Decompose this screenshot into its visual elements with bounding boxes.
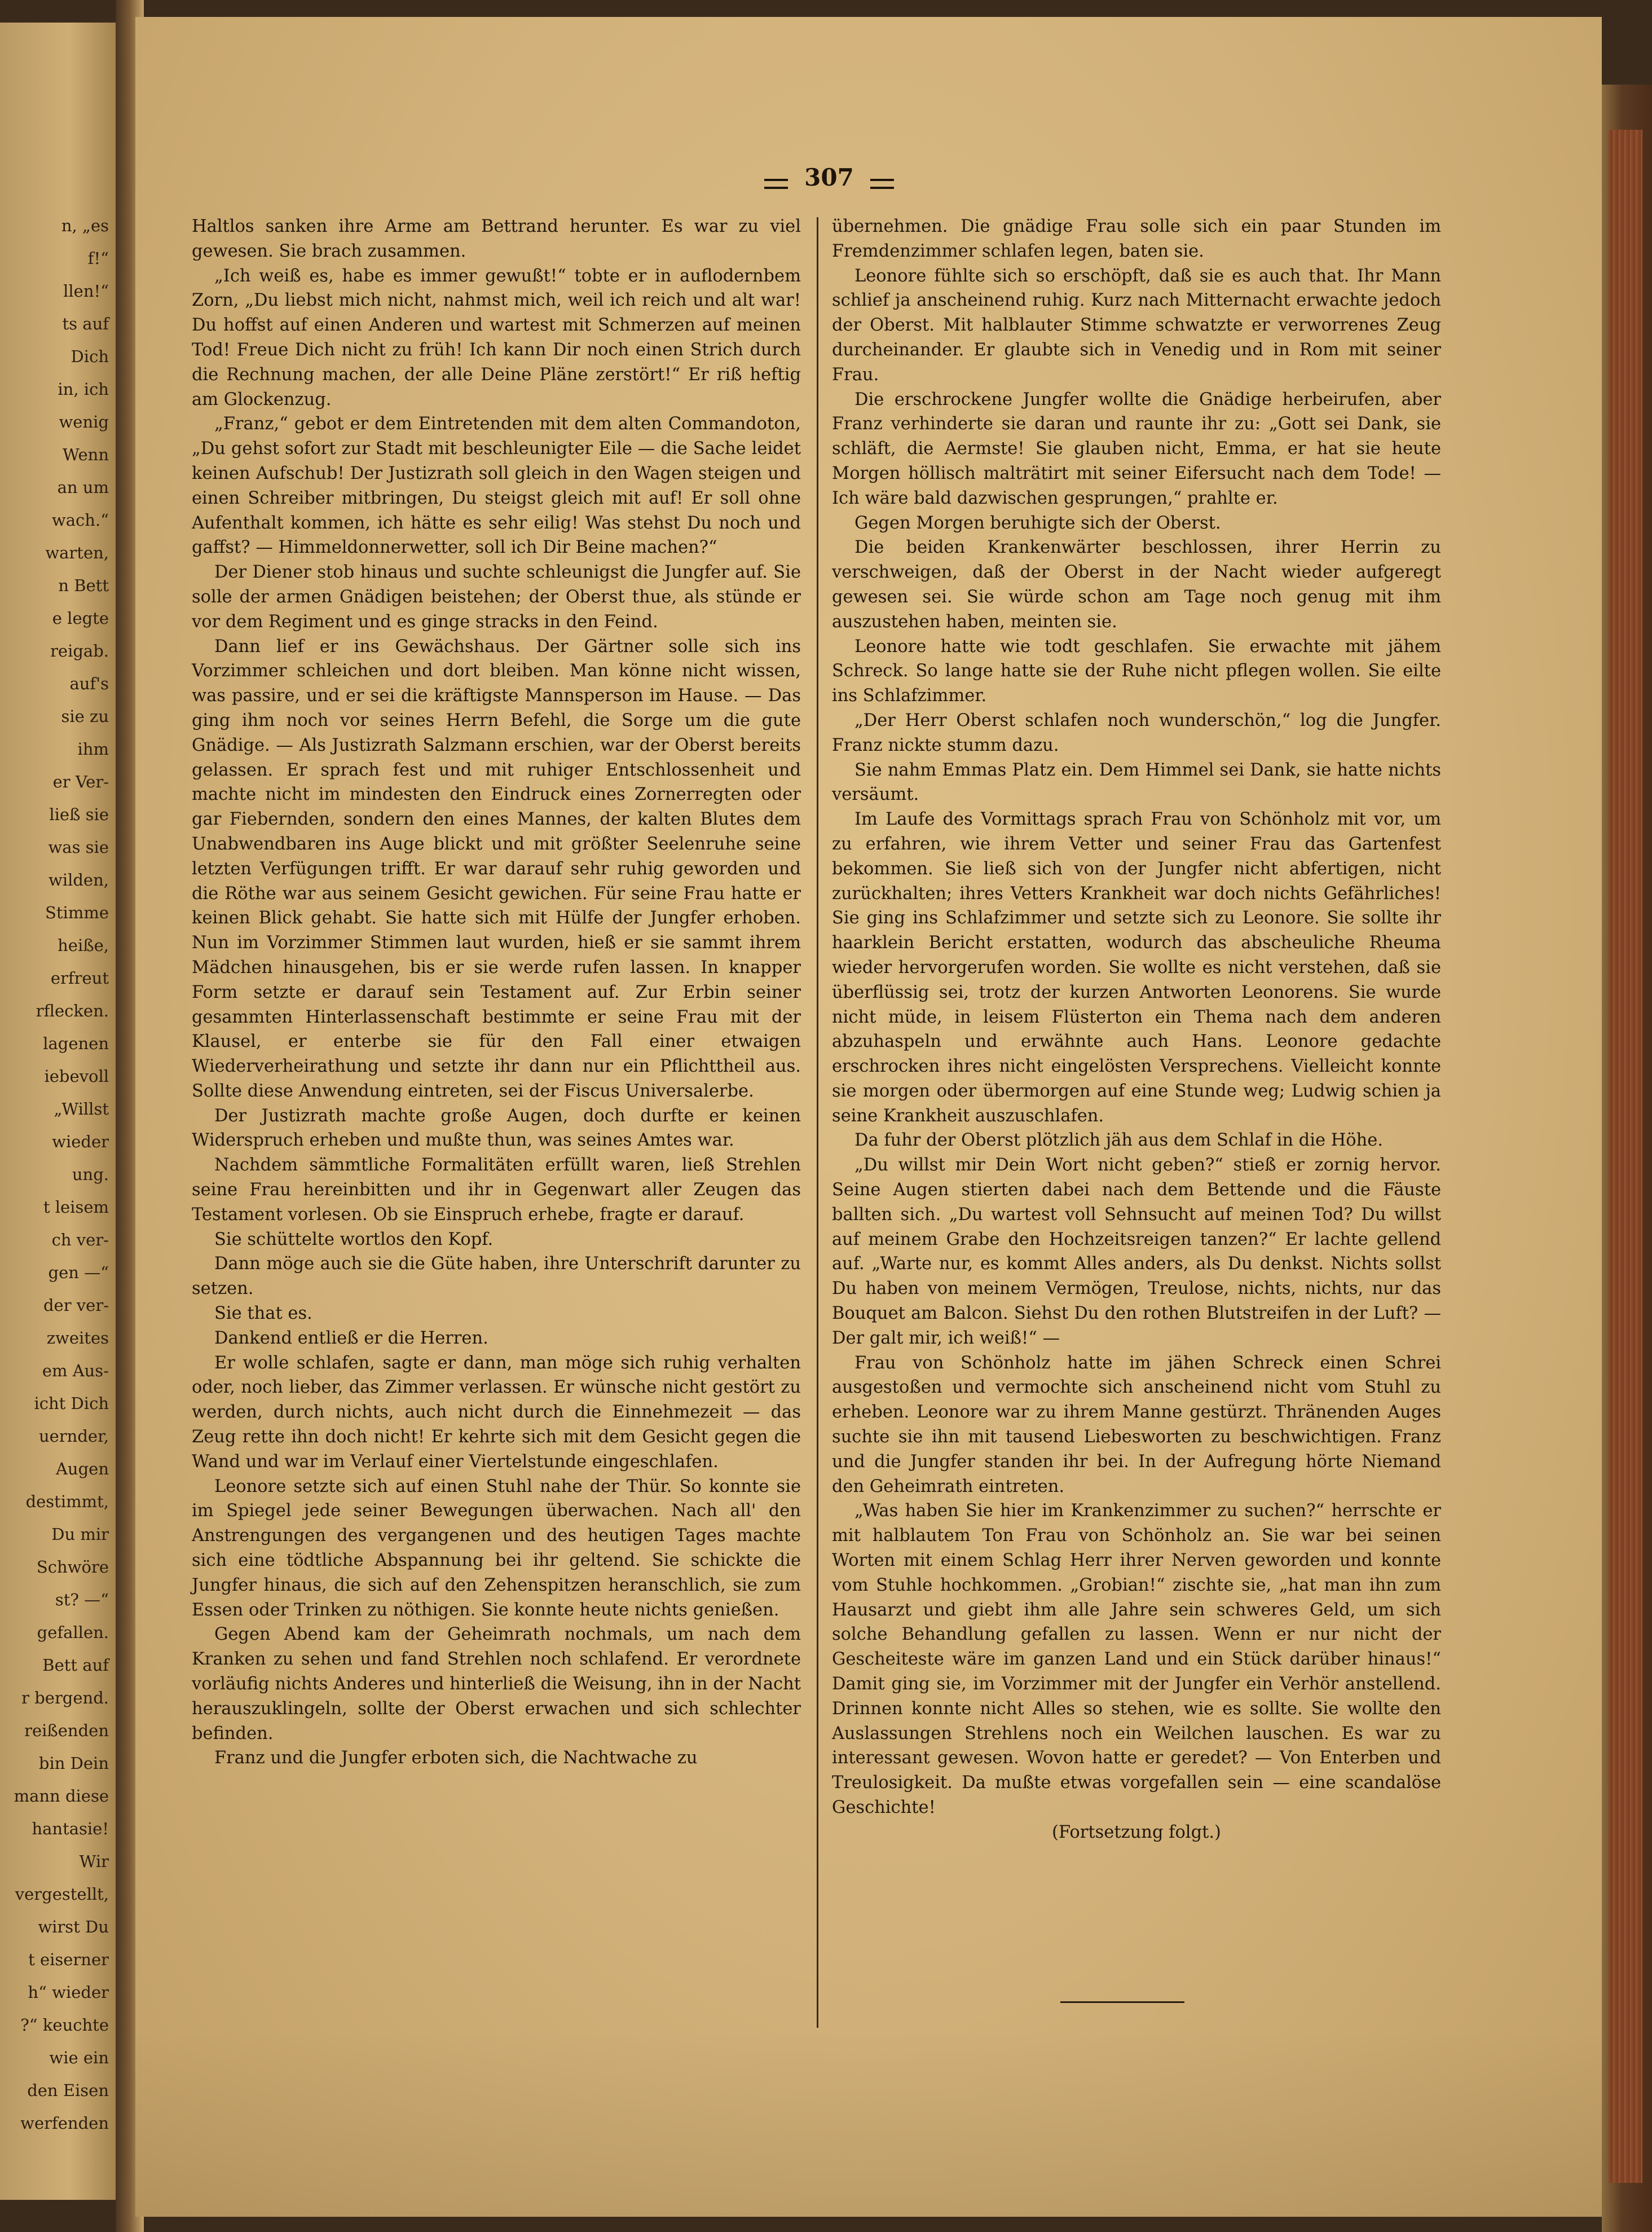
paragraph: „Was haben Sie hier im Krankenzimmer zu suchen?“ herrschte er mit halblautem Ton Frau von Schönholz an. Sie war bei seinen Worten mit einem Schlag Herr ihrer Nerven geworden und konnte vom Stuhle hochkommen. „Grobian!“ zischte sie, „hat man ihn zum Hausarzt und giebt ihm alle Jahre sein schweres Geld, um sich solche Behandlung gefallen zu lassen. Wenn er nur nicht der Gescheiteste wäre im ganzen Land und ein Stück darüber hinaus!“ Damit ging sie, im Vorzimmer mit der Jungfer ein Verhör anstellend. Drinnen konnte nicht Alles so stehen, wie es sollte. Sie wollte den Auslassungen Strehlens noch ein Weilchen lauschen. Es war zu interessant gewesen. Wovon hatte er geredet? — Von Enterben und Treulosigkeit. Da mußte etwas vorgefallen sein — eine scandalöse Geschichte! — [832, 1501, 1441, 1817]
continuation-note: (Fortsetzung folgt.) — [1052, 1822, 1221, 1842]
left-page-fragment: Wenn — [63, 445, 109, 464]
left-page-fragment: bin Dein — [38, 1754, 109, 1773]
left-page-fragment: was sie — [48, 838, 109, 857]
paragraph: Leonore hatte wie todt geschlafen. Sie erwachte mit jähem Schreck. So lange hatte sie der Ruhe nicht pflegen wollen. Sie eilte ins Schlafzimmer. — [832, 636, 1441, 706]
left-page-fragment: an um — [57, 478, 109, 497]
paragraph: Er wolle schlafen, sagte er dann, man möge sich ruhig verhalten oder, noch lieber, das Zimmer verlassen. Er wünsche nicht gestört zu werden, durch nichts, auch nicht durch die Einnehmezeit — das Zeug rette ihn doch nicht! Er kehrte sich mit dem Gesicht gegen die Wand und war im Verlauf einer Viertelstunde eingeschlafen. — [192, 1353, 801, 1472]
left-page-fragment: mann diese — [14, 1786, 109, 1806]
paragraph: „Franz,“ gebot er dem Eintretenden mit dem alten Commandoton, „Du gehst sofort zur Stadt mit beschleunigter Eile — die Sache leidet keinen Aufschub! Der Justizrath soll gleich in den Wagen steigen und einen Schreiber mitbringen, Du steigst gleich mit auf! Er soll ohne Aufenthalt kommen, ich hätte es sehr eilig! Was stehst Du noch und gaffst? — Himmeldonnerwetter, soll ich Dir Beine machen?“ — [192, 414, 801, 558]
paragraph: Da fuhr der Oberst plötzlich jäh aus dem Schlaf in die Höhe. — [854, 1130, 1384, 1151]
left-page-fragment: wilden, — [49, 870, 109, 890]
paragraph: Dann lief er ins Gewächshaus. Der Gärtner solle sich ins Vorzimmer schleichen und dort bleiben. Man könne nicht wissen, was passire, und er sei die kräftigste Mannsperson im Hause. — Das ging ihm noch vor seines Herrn Befehl, die Sorge um die gute Gnädige. — Als Justizrath Salzmann erschien, war der Oberst bereits gelassen. Er sprach fest und mit ruhiger Entschlossenheit und machte nicht im mindesten den Eindruck eines Zornerregten oder gar Fiebernden, sondern den eines Mannes, der kalten Blutes dem Unabwendbaren ins Auge blickt und mit größter Seelenruhe seine letzten Verfügungen trifft. Er war darauf sehr ruhig geworden und die Röthe war aus seinem Gesicht gewichen. Für seine Frau hatte er keinen Blick gehabt. Sie hatte sich mit Hülfe der Jungfer erhoben. Nun im Vorzimmer Stimmen laut wurden, hieß er sie sammt ihrem Mädchen hinausgehen, bis er sie werde rufen lassen. In knapper Form setzte er darauf sein Testament auf. Zur Erbin seiner gesammten Hinterlassenschaft bestimmte er seine Frau mit der Klausel, er enterbe sie für den Fall einer etwaigen Wiederverheirathung und setzte ihr dann nur ein Pflichttheil aus. Sollte diese Anwendung eintreten, sei der Fiscus Universalerbe. — [192, 636, 801, 1101]
left-page-fragment: in, ich — [58, 380, 109, 399]
header-rule-right — [870, 179, 894, 189]
left-page-fragment: gefallen. — [37, 1623, 109, 1642]
page-shadow — [135, 2031, 1602, 2217]
paragraph: Haltlos sanken ihre Arme am Bettrand herunter. Es war zu viel gewesen. Sie brach zusammen. — [192, 217, 801, 261]
left-page-fragment: n Bett — [58, 576, 109, 595]
paragraph: Frau von Schönholz hatte im jähen Schreck einen Schrei ausgestoßen und vermochte sich anscheinend nicht vom Stuhl zu erheben. Leonore war zu ihrem Manne gestürzt. Thränenden Auges suchte sie ihn mit tausend Liebesworten zu beschwichtigen. Franz und die Jungfer standen ihr bei. In der Aufregung hörte Niemand den Geheimrath eintreten. — [832, 1353, 1441, 1496]
left-page-fragment: t leisem — [43, 1198, 109, 1217]
left-page-fragment: warten, — [45, 543, 109, 562]
left-page-fragment: Stimme — [45, 903, 109, 922]
left-page-fragment: rflecken. — [36, 1001, 109, 1020]
left-page-fragment: ch ver- — [51, 1230, 109, 1249]
paragraph: Franz und die Jungfer erboten sich, die Nachtwache zu — [214, 1748, 698, 1768]
left-page-fragment: h“ wieder — [28, 1983, 109, 2002]
left-page-fragment: „Willst — [54, 1099, 109, 1119]
left-page-fragment: Schwöre — [36, 1557, 109, 1577]
left-page-fragment: Dich — [71, 347, 109, 366]
paragraph: Gegen Abend kam der Geheimrath nochmals, um nach dem Kranken zu sehen und fand Strehlen noch schlafend. Er verordnete vorläufig nichts Anderes und hinterließ die Weisung, ihn in der Nacht herauszuklingeln, sollte der Oberst erwachen und sich schlechter befinden. — [192, 1625, 801, 1744]
left-page-fragment: heiße, — [58, 936, 109, 955]
left-page-fragment: iebevoll — [44, 1067, 109, 1086]
left-page-fragment: gen —“ — [48, 1263, 109, 1282]
left-page-fragment: n, „es — [61, 216, 109, 235]
paragraph: Der Diener stob hinaus und suchte schleunigst die Jungfer auf. Sie solle der armen Gnädigen beistehen; der Oberst thue, als stünde er vor dem Regiment und es ginge stracks in den Feind. — [192, 562, 801, 632]
header-rule-left — [764, 179, 788, 189]
paragraph: Der Justizrath machte große Augen, doch durfte er keinen Widerspruch erheben und mußte thun, was seines Amtes war. — [192, 1106, 801, 1151]
left-page-fragment: wieder — [52, 1132, 109, 1151]
left-page-fragment: erfreut — [50, 968, 109, 988]
left-page-fragment: reigab. — [50, 641, 109, 661]
left-page-fragment: f!“ — [87, 249, 109, 268]
paragraph: Sie nahm Emmas Platz ein. Dem Himmel sei Dank, sie hatte nichts versäumt. — [832, 760, 1441, 805]
left-page-fragment: em Aus- — [42, 1361, 109, 1380]
left-page-fragment: reißenden — [24, 1721, 109, 1740]
left-page-fragment: Du mir — [51, 1525, 109, 1544]
left-page-fragment: zweites — [46, 1328, 109, 1348]
left-page-fragment: llen!“ — [63, 281, 109, 301]
left-page-fragment: wie ein — [49, 2048, 109, 2067]
paragraph: Sie schüttelte wortlos den Kopf. — [214, 1229, 494, 1249]
left-page-fragment: ung. — [72, 1165, 109, 1184]
paragraph: „Der Herr Oberst schlafen noch wunderschön,“ log die Jungfer. Franz nickte stumm dazu. — [832, 710, 1441, 755]
left-page-fragment: e legte — [52, 609, 109, 628]
page-block-edge — [1609, 130, 1642, 2183]
paragraph: Leonore setzte sich auf einen Stuhl nahe der Thür. So konnte sie im Spiegel jede seiner Bewegungen überwachen. Nach all' den Anstrengungen des vergangenen und des heutigen Tages machte sich eine tödtliche Abspannung bei ihr geltend. Sie schickte die Jungfer hinaus, die sich auf den Zehenspitzen heranschlich, sie zum Essen oder Trinken zu nöthigen. Sie konnte heute nichts genießen. — [192, 1476, 801, 1620]
left-page-fragment: er Ver- — [52, 772, 109, 791]
column-divider — [817, 217, 818, 2028]
paragraph: „Ich weiß es, habe es immer gewußt!“ tobte er in auflodernbem Zorn, „Du liebst mich nicht, nahmst mich, weil ich reich und alt war! Du hoffst auf einen Anderen und wartest mit Schmerzen auf meinen Tod! Freue Dich nicht zu früh! Ich kann Dir noch einen Strich durch die Rechnung machen, der alle Deine Pläne zerstört!“ Er riß heftig am Glockenzug. — [192, 266, 801, 410]
left-page-fragment: lagenen — [43, 1034, 109, 1053]
left-page-fragment: wirst Du — [38, 1917, 109, 1936]
left-page-fragment: ts auf — [62, 314, 109, 333]
paragraph: Dankend entließ er die Herren. — [214, 1328, 488, 1348]
paragraph: übernehmen. Die gnädige Frau solle sich ein paar Stunden im Fremdenzimmer schlafen legen, baten sie. — [832, 217, 1441, 261]
left-page-fragment: den Eisen — [27, 2081, 109, 2100]
left-page-fragment: auf's — [69, 674, 109, 693]
left-page-fragment: ihm — [77, 739, 109, 759]
left-page-fragment: hantasie! — [32, 1819, 109, 1838]
paragraph: Leonore fühlte sich so erschöpft, daß sie es auch that. Ihr Mann schlief ja anscheinend ruhig. Kurz nach Mitternacht erwachte jedoch der Oberst. Mit halblauter Stimme schwatzte er verworrenes Zeug durcheinander. Er glaubte sich in Venedig und in Rom mit seiner Frau. — [832, 266, 1441, 385]
left-page-fragment: r bergend. — [21, 1688, 109, 1707]
left-page-fragment: uernder, — [38, 1427, 109, 1446]
left-page-fragment: Augen — [55, 1459, 109, 1478]
left-page-fragment: Bett auf — [42, 1656, 109, 1675]
end-rule — [1060, 2001, 1184, 2003]
left-page-fragment: ?“ keuchte — [20, 2015, 109, 2035]
left-page-fragment: werfenden — [20, 2114, 109, 2133]
paragraph: Sie that es. — [214, 1304, 312, 1324]
left-page-edge — [0, 23, 116, 2200]
left-page-fragment: icht Dich — [34, 1394, 109, 1413]
left-page-fragment: vergestellt, — [15, 1885, 109, 1904]
left-page-fragment: wenig — [59, 412, 109, 432]
paragraph: Die beiden Krankenwärter beschlossen, ihrer Herrin zu verschweigen, daß der Oberst in der Nacht wieder aufgeregt gewesen sei. Sie würde schon am Tage noch genug mit ihm auszustehen haben, meinten sie. — [832, 538, 1441, 632]
left-page-fragment: destimmt, — [25, 1492, 109, 1511]
page-number: 307 — [804, 164, 854, 191]
text-column-right — [832, 214, 1441, 1845]
paragraph: Dann möge auch sie die Güte haben, ihre Unterschrift darunter zu setzen. — [192, 1254, 801, 1299]
text-column-left — [192, 214, 801, 1771]
paragraph: „Du willst mir Dein Wort nicht geben?“ stieß er zornig hervor. Seine Augen stierten dabei nach dem Bettende und die Fäuste ballten sich. „Du wartest voll Sehnsucht auf meinen Tod? Du willst auf meinem Grabe den Hochzeitsreigen tanzen?“ Er lachte gellend auf. „Warte nur, es kommt Alles anders, als Du denkst. Nichts sollst Du haben von meinem Vermögen, Treulose, nichts, nichts, nur das Bouquet am Balcon. Siehst Du den rothen Blutstreifen in der Luft? — Der galt mir, ich weiß!“ — — [832, 1155, 1441, 1348]
left-page-fragment: wach.“ — [51, 510, 109, 530]
left-page-fragment: Wir — [79, 1852, 109, 1871]
paragraph: Im Laufe des Vormittags sprach Frau von Schönholz mit vor, um zu erfahren, wie ihrem Vetter und seiner Frau das Gartenfest bekommen. Sie ließ sich von der Jungfer nicht abfertigen, nicht zurückhalten; ihres Vetters Krankheit war doch nichts Gefährliches! Sie ging ins Schlafzimmer und setzte sich zu Leonore. Sie sollte ihr haarklein Bericht erstatten, wodurch das abscheuliche Rheuma wieder hervorgerufen worden. Sie wollte es nicht verstehen, daß sie überflüssig sei, trotz der kurzen Antworten Leonorens. Sie wurde nicht müde, in leisem Flüsterton ein Thema nach dem anderen abzuhaspeln und erwähnte auch Hans. Leonore gedachte erschrocken ihres nicht eingelösten Versprechens. Vielleicht konnte sie morgen oder übermorgen auf eine Stunde weg; Ludwig schien ja seine Krankheit auszuschlafen. — [832, 809, 1441, 1126]
left-page-fragment: ließ sie — [49, 805, 109, 824]
left-page-fragment: st? —“ — [55, 1590, 109, 1609]
left-page-fragment: sie zu — [61, 707, 109, 726]
paragraph: Die erschrockene Jungfer wollte die Gnädige herbeirufen, aber Franz verhinderte sie daran und raunte ihr zu: „Gott sei Dank, sie schläft, die Aermste! Sie glauben nicht, Emma, er hat sie heute Morgen höllisch malträtirt mit seiner Eifersucht nach dem Tode! — Ich wäre bald dazwischen gesprungen,“ prahlte er. — [832, 389, 1441, 508]
left-page-fragment: der ver- — [43, 1296, 109, 1315]
page-header — [764, 164, 894, 197]
left-page-fragment: t eiserner — [28, 1950, 109, 1969]
paragraph: Nachdem sämmtliche Formalitäten erfüllt waren, ließ Strehlen seine Frau hereinbitten und ihr in Gegenwart aller Zeugen das Testament vorlesen. Ob sie Einspruch erhebe, fragte er darauf. — [192, 1155, 801, 1225]
paragraph: Gegen Morgen beruhigte sich der Oberst. — [854, 513, 1221, 533]
